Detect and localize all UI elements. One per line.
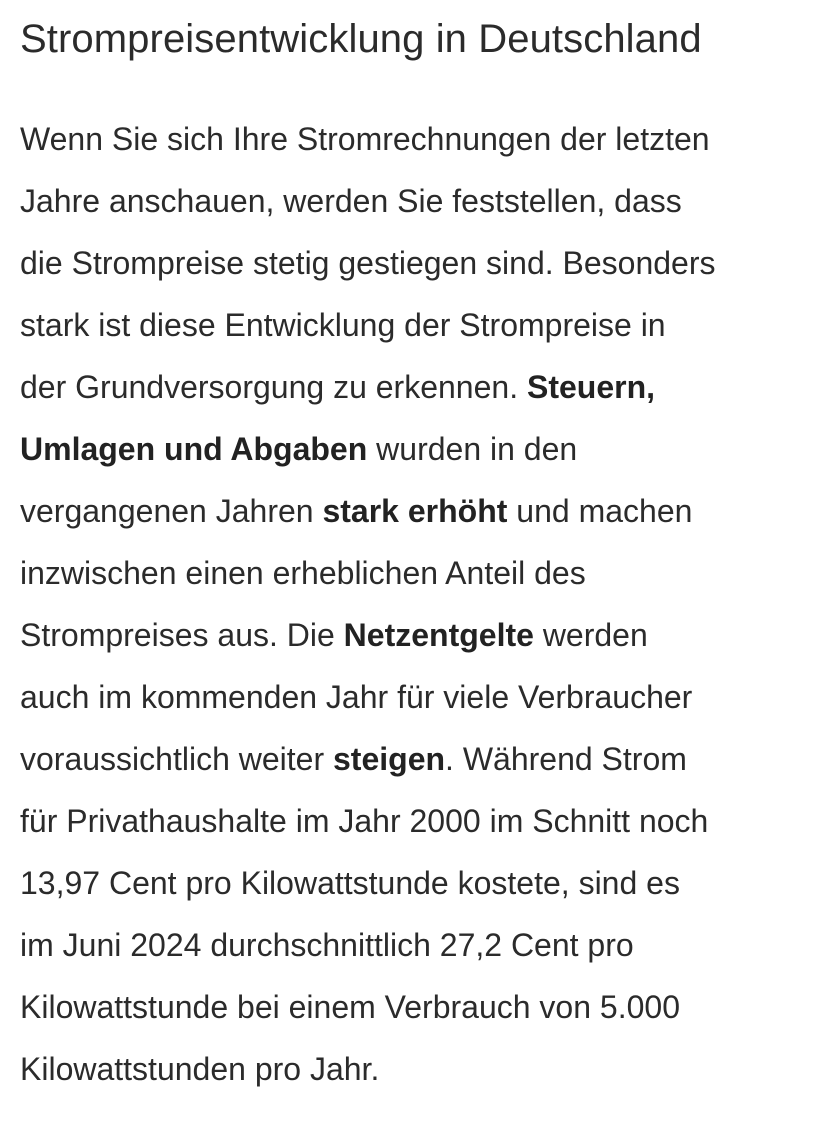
paragraph-text: Kilowattstunde bei einem Verbrauch von 5.000 xyxy=(20,989,680,1025)
paragraph-text: Jahre anschauen, werden Sie feststellen, dass xyxy=(20,183,682,219)
paragraph-line xyxy=(20,728,716,790)
paragraph-line xyxy=(20,542,716,604)
paragraph-line xyxy=(20,418,716,480)
paragraph-line xyxy=(20,170,716,232)
paragraph-line xyxy=(20,852,716,914)
paragraph-text: vergangenen Jahren xyxy=(20,493,323,529)
paragraph-text: 13,97 Cent pro Kilowattstunde kostete, sind es xyxy=(20,865,680,901)
paragraph-line xyxy=(20,1038,716,1100)
paragraph-text: voraussichtlich weiter xyxy=(20,741,333,777)
paragraph-text: werden xyxy=(533,617,648,653)
paragraph-line xyxy=(20,604,716,666)
paragraph-text: . Während Strom xyxy=(445,741,687,777)
paragraph-text: Kilowattstunden pro Jahr. xyxy=(20,1051,380,1087)
paragraph-line xyxy=(20,108,716,170)
paragraph-text: der Grundversorgung zu erkennen. xyxy=(20,369,527,405)
paragraph-line xyxy=(20,976,716,1038)
paragraph-text: wurden in den xyxy=(367,431,578,467)
paragraph-text: im Juni 2024 durchschnittlich 27,2 Cent pro xyxy=(20,927,634,963)
paragraph-line xyxy=(20,480,716,542)
paragraph-text: Strompreises aus. Die xyxy=(20,617,344,653)
paragraph-line xyxy=(20,666,716,728)
emphasized-text: stark erhöht xyxy=(322,493,508,529)
emphasized-text: Netzentgelte xyxy=(343,617,534,653)
emphasized-text: Steuern, xyxy=(526,369,655,405)
emphasized-text: Umlagen und Abgaben xyxy=(20,431,368,467)
article-paragraph xyxy=(20,108,716,1100)
paragraph-line xyxy=(20,294,716,356)
article-title: Strompreisentwicklung in Deutschland xyxy=(20,17,702,61)
paragraph-text: die Strompreise stetig gestiegen sind. Besonders xyxy=(20,245,716,281)
paragraph-text: für Privathaushalte im Jahr 2000 im Schnitt noch xyxy=(20,803,709,839)
paragraph-text: und machen xyxy=(507,493,693,529)
paragraph-text: inzwischen einen erheblichen Anteil des xyxy=(20,555,586,591)
emphasized-text: steigen xyxy=(333,741,446,777)
paragraph-line xyxy=(20,232,716,294)
paragraph-text: stark ist diese Entwicklung der Strompreise in xyxy=(20,307,666,343)
paragraph-line xyxy=(20,356,716,418)
paragraph-text: auch im kommenden Jahr für viele Verbraucher xyxy=(20,679,693,715)
paragraph-line xyxy=(20,914,716,976)
paragraph-text: Wenn Sie sich Ihre Stromrechnungen der letzten xyxy=(20,121,710,157)
paragraph-line xyxy=(20,790,716,852)
